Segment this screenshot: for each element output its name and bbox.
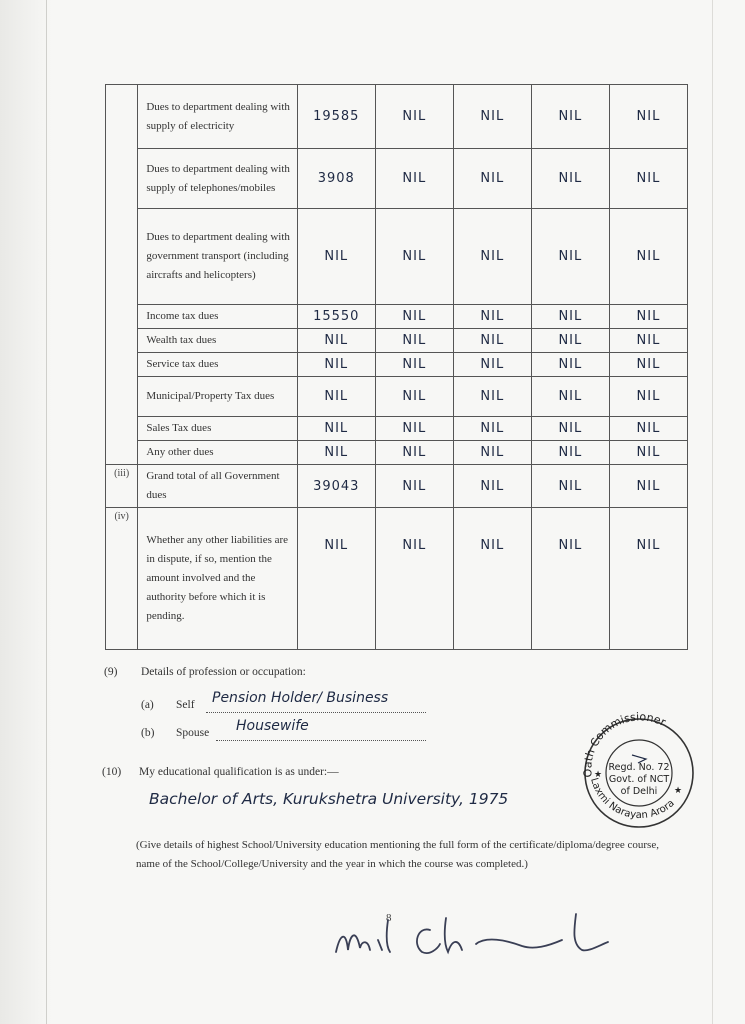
table-row <box>106 329 688 353</box>
table-row <box>106 85 688 149</box>
stamp-seal-icon <box>572 711 706 829</box>
value-cell: NIL <box>531 353 609 377</box>
value-cell: NIL <box>453 417 531 441</box>
section-10-number: (10) <box>102 766 122 778</box>
table-row <box>106 417 688 441</box>
row-number <box>106 85 138 149</box>
row-number <box>106 417 138 441</box>
table-row <box>106 377 688 417</box>
row-number <box>106 441 138 465</box>
value-cell: NIL <box>453 329 531 353</box>
oath-commissioner-stamp <box>572 711 706 829</box>
value-cell: NIL <box>375 508 453 650</box>
value-cell: NIL <box>531 209 609 305</box>
self-label: Self <box>176 699 195 711</box>
row-description: Income tax dues <box>138 305 297 329</box>
row-description: Wealth tax dues <box>138 329 297 353</box>
value-cell: NIL <box>375 377 453 417</box>
value-cell: 39043 <box>297 465 375 508</box>
value-cell: NIL <box>375 305 453 329</box>
value-cell: NIL <box>609 353 687 377</box>
fold-line <box>46 0 47 1024</box>
row-number <box>106 329 138 353</box>
value-cell: NIL <box>609 417 687 441</box>
spouse-value: Housewife <box>236 718 309 734</box>
value-cell: NIL <box>375 417 453 441</box>
table-row <box>106 353 688 377</box>
value-cell: 19585 <box>297 85 375 149</box>
value-cell: NIL <box>375 353 453 377</box>
value-cell: NIL <box>609 329 687 353</box>
value-cell: NIL <box>531 508 609 650</box>
value-cell: NIL <box>453 353 531 377</box>
table-row <box>106 305 688 329</box>
value-cell: NIL <box>375 329 453 353</box>
row-number <box>106 149 138 209</box>
value-cell: NIL <box>453 465 531 508</box>
value-cell: NIL <box>531 305 609 329</box>
value-cell: 15550 <box>297 305 375 329</box>
svg-text:★: ★ <box>594 769 603 779</box>
row-number <box>106 209 138 305</box>
value-cell: NIL <box>453 149 531 209</box>
section-9-title: Details of profession or occupation: <box>141 666 306 678</box>
stamp-line-1: Regd. No. 72 <box>608 762 670 773</box>
row-description: Dues to department dealing with government transport (including aircrafts and helicopters) <box>138 209 297 305</box>
value-cell: 3908 <box>297 149 375 209</box>
row-description: Dues to department dealing with supply of telephones/mobiles <box>138 149 297 209</box>
value-cell: NIL <box>297 209 375 305</box>
value-cell: NIL <box>531 377 609 417</box>
education-note: (Give details of highest School/University education mentioning the full form of the certificate/diploma/degree course, name of the School/College/University and the year in which the course was completed.) <box>136 839 659 870</box>
spouse-label: Spouse <box>176 727 210 739</box>
value-cell: NIL <box>453 508 531 650</box>
value-cell: NIL <box>609 465 687 508</box>
page-number: 8 <box>386 912 392 924</box>
value-cell: NIL <box>375 465 453 508</box>
stamp-line-3: of Delhi <box>620 786 658 797</box>
value-cell: NIL <box>609 441 687 465</box>
value-cell: NIL <box>531 465 609 508</box>
value-cell: NIL <box>297 377 375 417</box>
value-cell: NIL <box>609 209 687 305</box>
row-description: Whether any other liabilities are in dispute, if so, mention the amount involved and the authority before which it is pending. <box>138 508 297 650</box>
section-9-number: (9) <box>104 666 118 678</box>
value-cell: NIL <box>297 329 375 353</box>
value-cell: NIL <box>375 149 453 209</box>
value-cell: NIL <box>609 149 687 209</box>
value-cell: NIL <box>375 85 453 149</box>
value-cell: NIL <box>453 85 531 149</box>
value-cell: NIL <box>453 377 531 417</box>
table-row <box>106 149 688 209</box>
signature <box>326 900 616 964</box>
row-number <box>106 305 138 329</box>
stamp-ring-bottom-text: Laxmi Narayan Arora <box>588 776 677 822</box>
page-edge-line <box>712 0 713 1024</box>
value-cell: NIL <box>531 417 609 441</box>
row-description: Municipal/Property Tax dues <box>138 377 297 417</box>
table-row <box>106 508 688 650</box>
svg-text:★: ★ <box>674 785 683 795</box>
row-description: Dues to department dealing with supply of electricity <box>138 85 297 149</box>
value-cell: NIL <box>453 305 531 329</box>
value-cell: NIL <box>531 85 609 149</box>
value-cell: NIL <box>609 508 687 650</box>
value-cell: NIL <box>531 329 609 353</box>
row-description: Any other dues <box>138 441 297 465</box>
table-row <box>106 465 688 508</box>
section-10-title: My educational qualification is as under:— <box>139 766 339 778</box>
value-cell: NIL <box>531 441 609 465</box>
binding-gutter <box>0 0 52 1024</box>
value-cell: NIL <box>375 209 453 305</box>
value-cell: NIL <box>453 441 531 465</box>
row-number <box>106 353 138 377</box>
self-field <box>206 690 426 713</box>
value-cell: NIL <box>609 85 687 149</box>
section-9-b-label: (b) <box>141 727 155 739</box>
dues-table <box>105 84 688 650</box>
value-cell: NIL <box>297 441 375 465</box>
row-number <box>106 377 138 417</box>
table-row <box>106 441 688 465</box>
section-9-a-label: (a) <box>141 699 154 711</box>
row-description: Sales Tax dues <box>138 417 297 441</box>
value-cell: NIL <box>375 441 453 465</box>
row-description: Grand total of all Government dues <box>138 465 297 508</box>
value-cell: NIL <box>297 353 375 377</box>
row-description: Service tax dues <box>138 353 297 377</box>
stamp-ring-top-text: Oath Commissioner <box>581 711 668 778</box>
row-number: (iv) <box>106 508 138 650</box>
value-cell: NIL <box>297 417 375 441</box>
value-cell: NIL <box>297 508 375 650</box>
value-cell: NIL <box>609 305 687 329</box>
value-cell: NIL <box>531 149 609 209</box>
value-cell: NIL <box>609 377 687 417</box>
stamp-line-2: Govt. of NCT <box>608 774 670 785</box>
spouse-field <box>216 718 426 741</box>
value-cell: NIL <box>453 209 531 305</box>
table-row <box>106 209 688 305</box>
education-value: Bachelor of Arts, Kurukshetra University, 1975 <box>149 790 509 808</box>
self-value: Pension Holder/ Business <box>212 690 389 706</box>
row-number: (iii) <box>106 465 138 508</box>
